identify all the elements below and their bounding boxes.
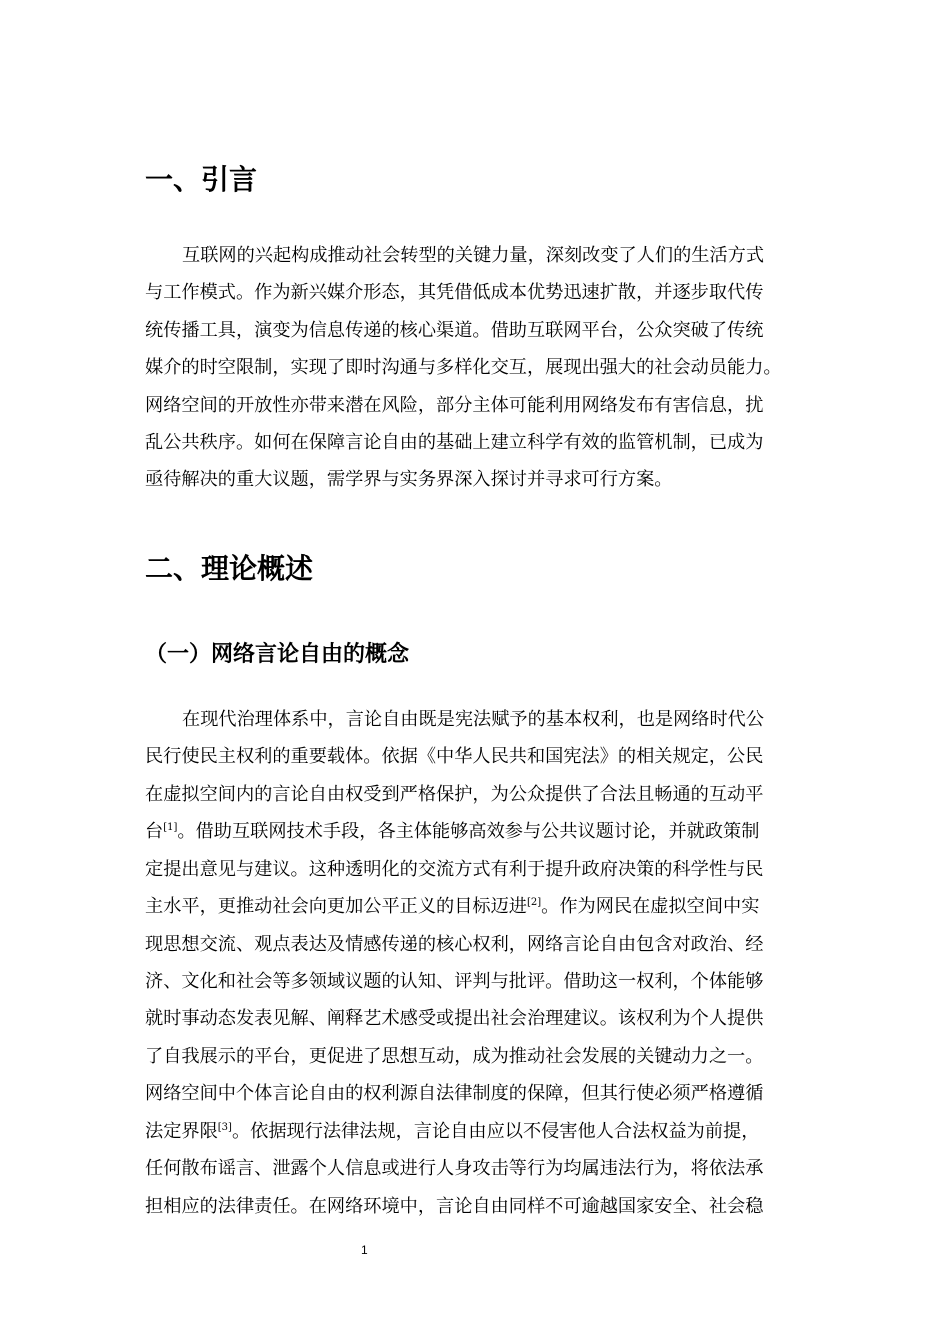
paragraph-line: 定提出意见与建议。这种透明化的交流方式有利于提升政府决策的科学性与民 (145, 859, 764, 880)
paragraph-line: 担相应的法律责任。在网络环境中，言论自由同样不可逾越国家安全、社会稳 (145, 1196, 764, 1217)
page-number: 1 (361, 1243, 368, 1257)
paragraph-line: 民行使民主权利的重要载体。依据《中华人民共和国宪法》的相关规定，公民 (145, 746, 764, 767)
paragraph-line: 就时事动态发表见解、阐释艺术感受或提出社会治理建议。该权利为个人提供 (145, 1008, 764, 1029)
paragraph-line (145, 1117, 759, 1147)
paragraph-line: 济、文化和社会等多领域议题的认知、评判与批评。借助这一权利，个体能够 (145, 971, 764, 992)
paragraph-line: 亟待解决的重大议题，需学界与实务界深入探讨并寻求可行方案。 (145, 469, 673, 490)
section-heading-theory-overview: 二、理论概述 (145, 552, 314, 585)
paragraph-line: 统传播工具，演变为信息传递的核心渠道。借助互联网平台，公众突破了传统 (145, 320, 764, 341)
subsection-heading-speech-freedom-concept: （一）网络言论自由的概念 (145, 642, 410, 667)
paragraph-line: 与工作模式。作为新兴媒介形态，其凭借低成本优势迅速扩散，并逐步取代传 (145, 282, 764, 303)
paragraph-line: 在现代治理体系中，言论自由既是宪法赋予的基本权利，也是网络时代公 (182, 709, 765, 730)
paragraph-line: 网络空间中个体言论自由的权利源自法律制度的保障，但其行使必须严格遵循 (145, 1083, 764, 1104)
line-text: 。依据现行法律法规，言论自由应以不侵害他人合法权益为前提， (231, 1121, 760, 1142)
citation-ref-2: [2] (526, 897, 542, 908)
paragraph-line: 了自我展示的平台，更促进了思想互动，成为推动社会发展的关键动力之一。 (145, 1046, 764, 1067)
paragraph-line: 现思想交流、观点表达及情感传递的核心权利，网络言论自由包含对政治、经 (145, 934, 764, 955)
line-text: 主水平，更推动社会向更加公平正义的目标迈进 (145, 896, 527, 917)
paragraph-line: 网络空间的开放性亦带来潜在风险，部分主体可能利用网络发布有害信息，扰 (145, 395, 764, 416)
citation-ref-1: [1] (163, 822, 178, 833)
paragraph-line (145, 817, 759, 847)
section-heading-introduction: 一、引言 (145, 163, 258, 196)
paragraph-line: 互联网的兴起构成推动社会转型的关键力量，深刻改变了人们的生活方式 (182, 245, 765, 266)
paragraph-line (145, 892, 759, 922)
paragraph-line: 在虚拟空间内的言论自由权受到严格保护，为公众提供了合法且畅通的互动平 (145, 784, 764, 805)
line-text: 法定界限 (145, 1121, 218, 1142)
paragraph-line: 任何散布谣言、泄露个人信息或进行人身攻击等行为均属违法行为，将依法承 (145, 1158, 764, 1179)
line-text: 。借助互联网技术手段，各主体能够高效参与公共议题讨论，并就政策制 (177, 821, 760, 842)
paragraph-line: 媒介的时空限制，实现了即时沟通与多样化交互，展现出强大的社会动员能力。 (145, 357, 782, 378)
line-text: 台 (145, 821, 164, 842)
paragraph-line: 乱公共秩序。如何在保障言论自由的基础上建立科学有效的监管机制，已成为 (145, 432, 764, 453)
citation-ref-3: [3] (217, 1122, 232, 1133)
line-text: 。作为网民在虚拟空间中实 (541, 896, 760, 917)
